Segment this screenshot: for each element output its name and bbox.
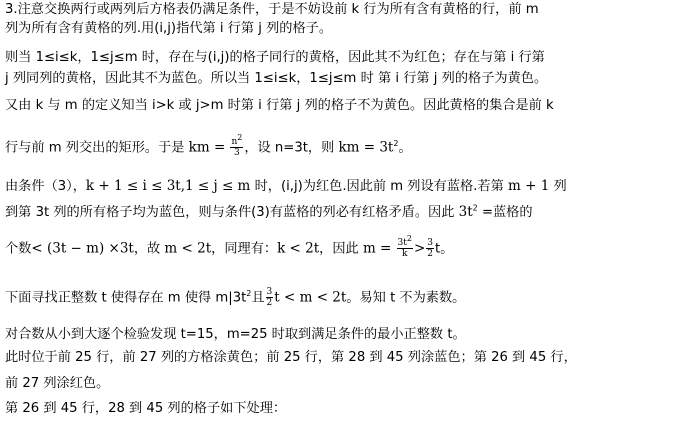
frac2-numerator: 3	[427, 238, 434, 248]
text-line-8	[5, 204, 533, 221]
line9-end: t。	[435, 241, 454, 257]
inequality-k: k < 2t	[277, 240, 320, 257]
fraction-n2-over-3	[230, 133, 243, 158]
frac1-numerator: 3t	[397, 238, 407, 248]
frac1-numerator-exponent: 2	[406, 234, 412, 243]
text-line-5: 又由 k 与 m 的定义知当 i>k 或 j>m 时第 i 行第 j 列的格子不为黄色。因此黄格的集合是前 k	[5, 98, 554, 113]
text-line-3: 则当 1≤i≤k，1≤j≤m 时，存在与(i,j)的格子同行的黄格，因此其不为红色；存在与第 i 行第	[5, 50, 545, 65]
line6-middle: ，设 n=3t，则	[244, 140, 339, 156]
line7-body: 时，(i,j)为红色.因此前 m 列设有蓝格.若第	[250, 179, 508, 194]
text-line-9	[5, 234, 454, 259]
equation-exponent: 2	[393, 139, 399, 149]
line10-exponent: 2	[246, 289, 252, 299]
frac-numerator-exponent: 2	[237, 133, 243, 142]
fraction-3t2-over-k	[397, 234, 413, 259]
frac2-denominator: 2	[427, 249, 434, 259]
line6-prefix: 行与前 m 列交出的矩形。于是	[5, 140, 189, 156]
frac3-denominator: 2	[266, 298, 273, 308]
math-m-plus-1: m + 1	[508, 178, 550, 194]
text-line-2: 列为所有含有黄格的列.用(i,j)指代第 i 行第 j 列的格子。	[5, 21, 333, 36]
inequality-count: < (3t − m) ×3t	[31, 240, 134, 257]
line6-end: 。	[398, 140, 412, 156]
line7-prefix: 由条件（3），	[5, 179, 86, 194]
line9-text-1: ，故	[133, 241, 165, 257]
text-line-7	[5, 178, 567, 195]
inequality-t-m: t < m < 2t	[274, 289, 347, 306]
frac-denominator: 3	[234, 148, 240, 158]
frac3-numerator: 3	[266, 287, 273, 297]
line10-end: 。易知 t 不为素数。	[346, 290, 466, 306]
equation-m: m =	[362, 240, 392, 257]
frac1-denominator: k	[402, 249, 408, 259]
line9-text-2: ，同理有：	[211, 241, 278, 257]
inequality-m: m < 2t	[164, 240, 212, 257]
math-exponent: 2	[472, 203, 478, 213]
text-line-11: 对合数从小到大逐个检验发现 t=15，m=25 时取到满足条件的最小正整数 t。	[5, 327, 466, 342]
line7-end: 列	[549, 179, 567, 194]
frac-numerator: n	[231, 137, 238, 147]
math-3t: 3t	[458, 204, 473, 220]
text-line-6	[5, 133, 412, 158]
fraction-3-over-2	[426, 238, 434, 259]
line10-and: 且	[251, 290, 265, 306]
inequality-range: k + 1 ≤ i ≤ 3t,1 ≤ j ≤ m	[85, 178, 251, 194]
line8-end: =蓝格的	[477, 205, 533, 220]
equation-km: km =	[188, 139, 226, 156]
greater-than-sign: >	[413, 240, 426, 257]
text-line-13: 前 27 列涂红色。	[5, 376, 110, 391]
text-line-10	[5, 287, 465, 308]
line9-text-3: ，因此	[319, 241, 363, 257]
line9-prefix: 个数	[5, 241, 32, 257]
text-line-14: 第 26 到 45 行，28 到 45 列的格子如下处理：	[5, 401, 287, 416]
line8-prefix: 到第 3t 列的所有格子均为蓝色，则与条件(3)有蓝格的列必有红格矛盾。因此	[5, 205, 459, 220]
equation-km-3t2: km = 3t	[338, 139, 394, 156]
text-line-1: 3.注意交换两行或两列后方格表仍满足条件，于是不妨设前 k 行为所有含有黄格的行，前 m	[5, 2, 539, 17]
fraction-3-over-2b	[266, 287, 274, 308]
text-line-4: j 列同列的黄格，因此其不为蓝色。所以当 1≤i≤k，1≤j≤m 时 第 i 行第 j 列的格子为黄色。	[5, 71, 548, 86]
line10-prefix: 下面寻找正整数 t 使得存在 m 使得 m|3t	[5, 290, 247, 306]
text-line-12: 此时位于前 25 行，前 27 列的方格涂黄色；前 25 行，第 28 到 45 列涂蓝色；第 26 到 45 行，	[5, 350, 577, 365]
